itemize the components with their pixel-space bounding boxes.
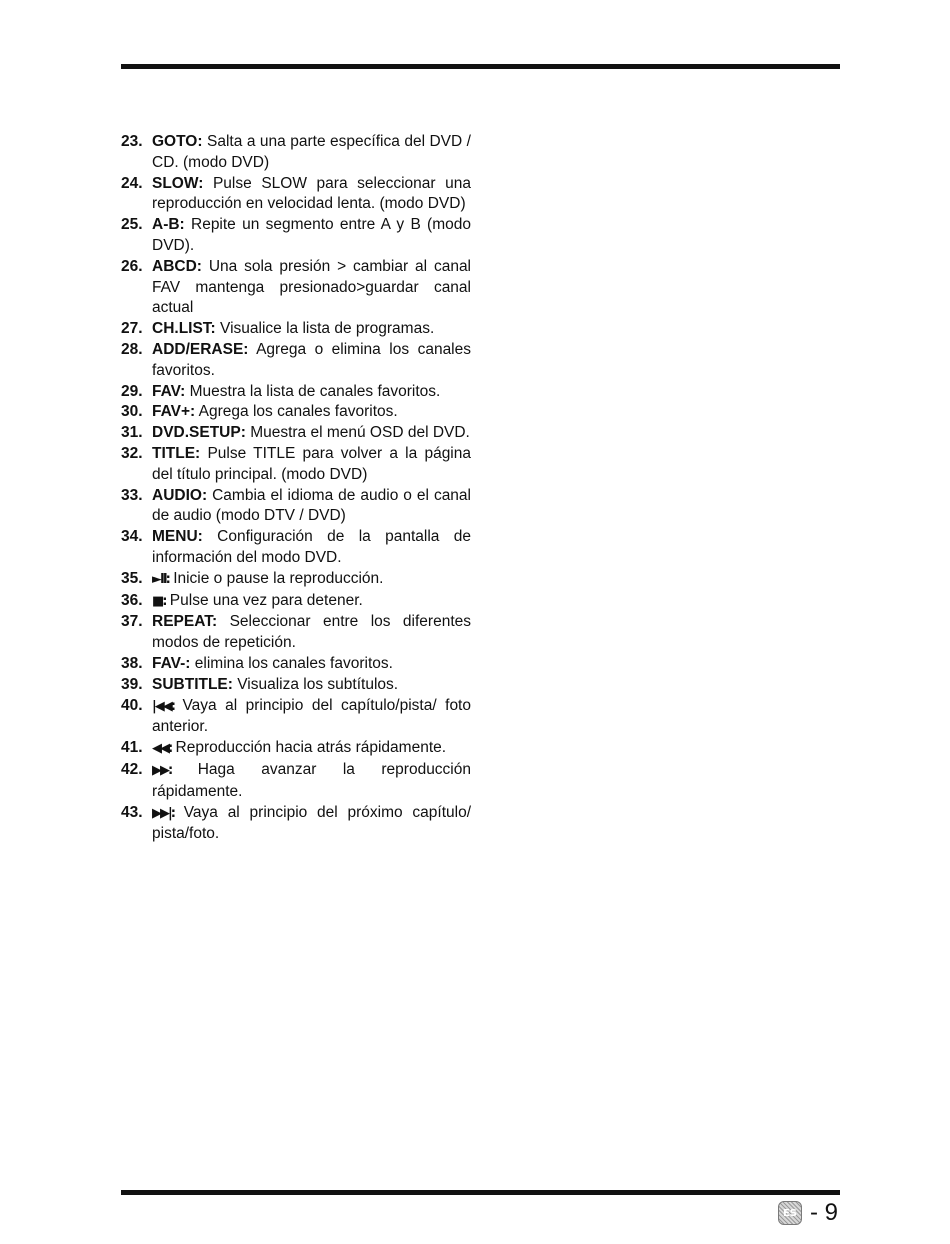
list-item: [121, 215, 471, 257]
item-number: 36.: [121, 591, 143, 609]
item-number: 41.: [121, 739, 143, 757]
list-item: [121, 803, 471, 846]
skip-previous-icon: |◀◀:: [152, 698, 174, 714]
list-item: [121, 382, 471, 403]
item-description: Cambia el idioma de audio o el canal de audio (modo DTV / DVD): [152, 486, 471, 525]
list-item: [121, 340, 471, 382]
item-key: DVD.SETUP:: [152, 424, 246, 442]
list-item: [121, 423, 471, 444]
item-number: 30.: [121, 403, 143, 421]
list-item: [121, 591, 471, 613]
item-number: 32.: [121, 444, 143, 462]
item-description: Salta a una parte específica del DVD / CD. (modo DVD): [152, 133, 471, 171]
item-key: SLOW:: [152, 174, 204, 192]
item-description: Agrega los canales favoritos.: [198, 403, 398, 421]
item-description: Inicie o pause la reproducción.: [173, 569, 384, 587]
item-number: 29.: [121, 382, 143, 400]
item-number: 35.: [121, 569, 143, 587]
item-key: ABCD:: [152, 257, 202, 275]
item-key: AUDIO:: [152, 486, 208, 504]
item-number: 26.: [121, 257, 143, 275]
play-pause-icon: ►II:: [152, 571, 169, 587]
item-number: 27.: [121, 320, 143, 338]
list-item: [121, 738, 471, 760]
list-item: [121, 760, 471, 803]
list-item: [121, 174, 471, 216]
item-number: 43.: [121, 803, 143, 821]
list-item: [121, 527, 471, 569]
list-item: [121, 444, 471, 486]
item-number: 42.: [121, 760, 143, 778]
item-description: Vaya al principio del próximo capítulo/ pista/foto.: [152, 803, 471, 843]
item-key: TITLE:: [152, 444, 201, 462]
list-item: [121, 257, 471, 319]
bottom-rule: [121, 1190, 840, 1195]
list-item: [121, 654, 471, 675]
item-number: 25.: [121, 216, 143, 234]
item-number: 38.: [121, 654, 143, 672]
item-key: REPEAT:: [152, 613, 218, 631]
item-key: A-B:: [152, 216, 185, 234]
item-number: 34.: [121, 528, 143, 546]
item-description: Seleccionar entre los diferentes modos de repetición.: [152, 613, 471, 652]
item-key: GOTO:: [152, 133, 203, 150]
remote-button-list: [121, 132, 471, 845]
skip-next-icon: ▶▶|:: [152, 805, 174, 821]
language-badge-icon: ES: [778, 1201, 802, 1225]
item-description: Muestra el menú OSD del DVD.: [250, 424, 470, 442]
list-item: [121, 486, 471, 528]
item-key: SUBTITLE:: [152, 675, 233, 693]
item-number: 24.: [121, 174, 143, 192]
page-footer: [778, 1198, 838, 1228]
item-description: Vaya al principio del capítulo/pista/ foto anterior.: [152, 696, 471, 736]
top-rule: [121, 64, 840, 69]
item-description: Reproducción hacia atrás rápidamente.: [175, 739, 447, 757]
item-description: Muestra la lista de canales favoritos.: [189, 382, 441, 400]
item-description: Agrega o elimina los canales favoritos.: [152, 340, 472, 379]
item-description: elimina los canales favoritos.: [194, 654, 393, 672]
item-key: FAV+:: [152, 403, 196, 421]
list-item: [121, 402, 471, 423]
item-key: FAV-:: [152, 654, 191, 672]
item-description: Pulse SLOW para seleccionar una reproducción en velocidad lenta. (modo DVD): [152, 174, 471, 213]
stop-icon: ■:: [152, 593, 166, 609]
item-key: MENU:: [152, 528, 203, 546]
item-key: CH.LIST:: [152, 320, 216, 338]
item-description: Configuración de la pantalla de información del modo DVD.: [152, 528, 471, 566]
item-number: 31.: [121, 424, 143, 442]
item-key: ADD/ERASE:: [152, 340, 249, 358]
item-number: 37.: [121, 613, 143, 631]
item-description: Repite un segmento entre A y B (modo DVD).: [152, 216, 471, 254]
item-description: Visualiza los subtítulos.: [237, 675, 399, 693]
list-item: [121, 319, 471, 340]
item-description: Pulse una vez para detener.: [169, 591, 363, 609]
list-item: [121, 132, 471, 174]
list-item: [121, 612, 471, 654]
item-description: Pulse TITLE para volver a la página del título principal. (modo DVD): [152, 444, 471, 483]
item-number: 40.: [121, 696, 143, 714]
item-number: 33.: [121, 486, 143, 504]
list-item: [121, 569, 471, 591]
item-description: Visualice la lista de programas.: [220, 320, 435, 338]
list-item: [121, 696, 471, 739]
item-number: 28.: [121, 340, 143, 358]
list-item: [121, 675, 471, 696]
rewind-icon: ◀◀:: [152, 741, 172, 757]
item-description: Haga avanzar la reproducción rápidamente.: [152, 760, 471, 800]
item-number: 39.: [121, 675, 143, 693]
fast-forward-icon: ▶▶:: [152, 762, 172, 778]
item-key: FAV:: [152, 382, 186, 400]
page-number: - 9: [809, 1199, 838, 1226]
item-number: 23.: [121, 133, 143, 150]
item-description: Una sola presión > cambiar al canal FAV mantenga presionado>guardar canal actual: [152, 257, 472, 317]
